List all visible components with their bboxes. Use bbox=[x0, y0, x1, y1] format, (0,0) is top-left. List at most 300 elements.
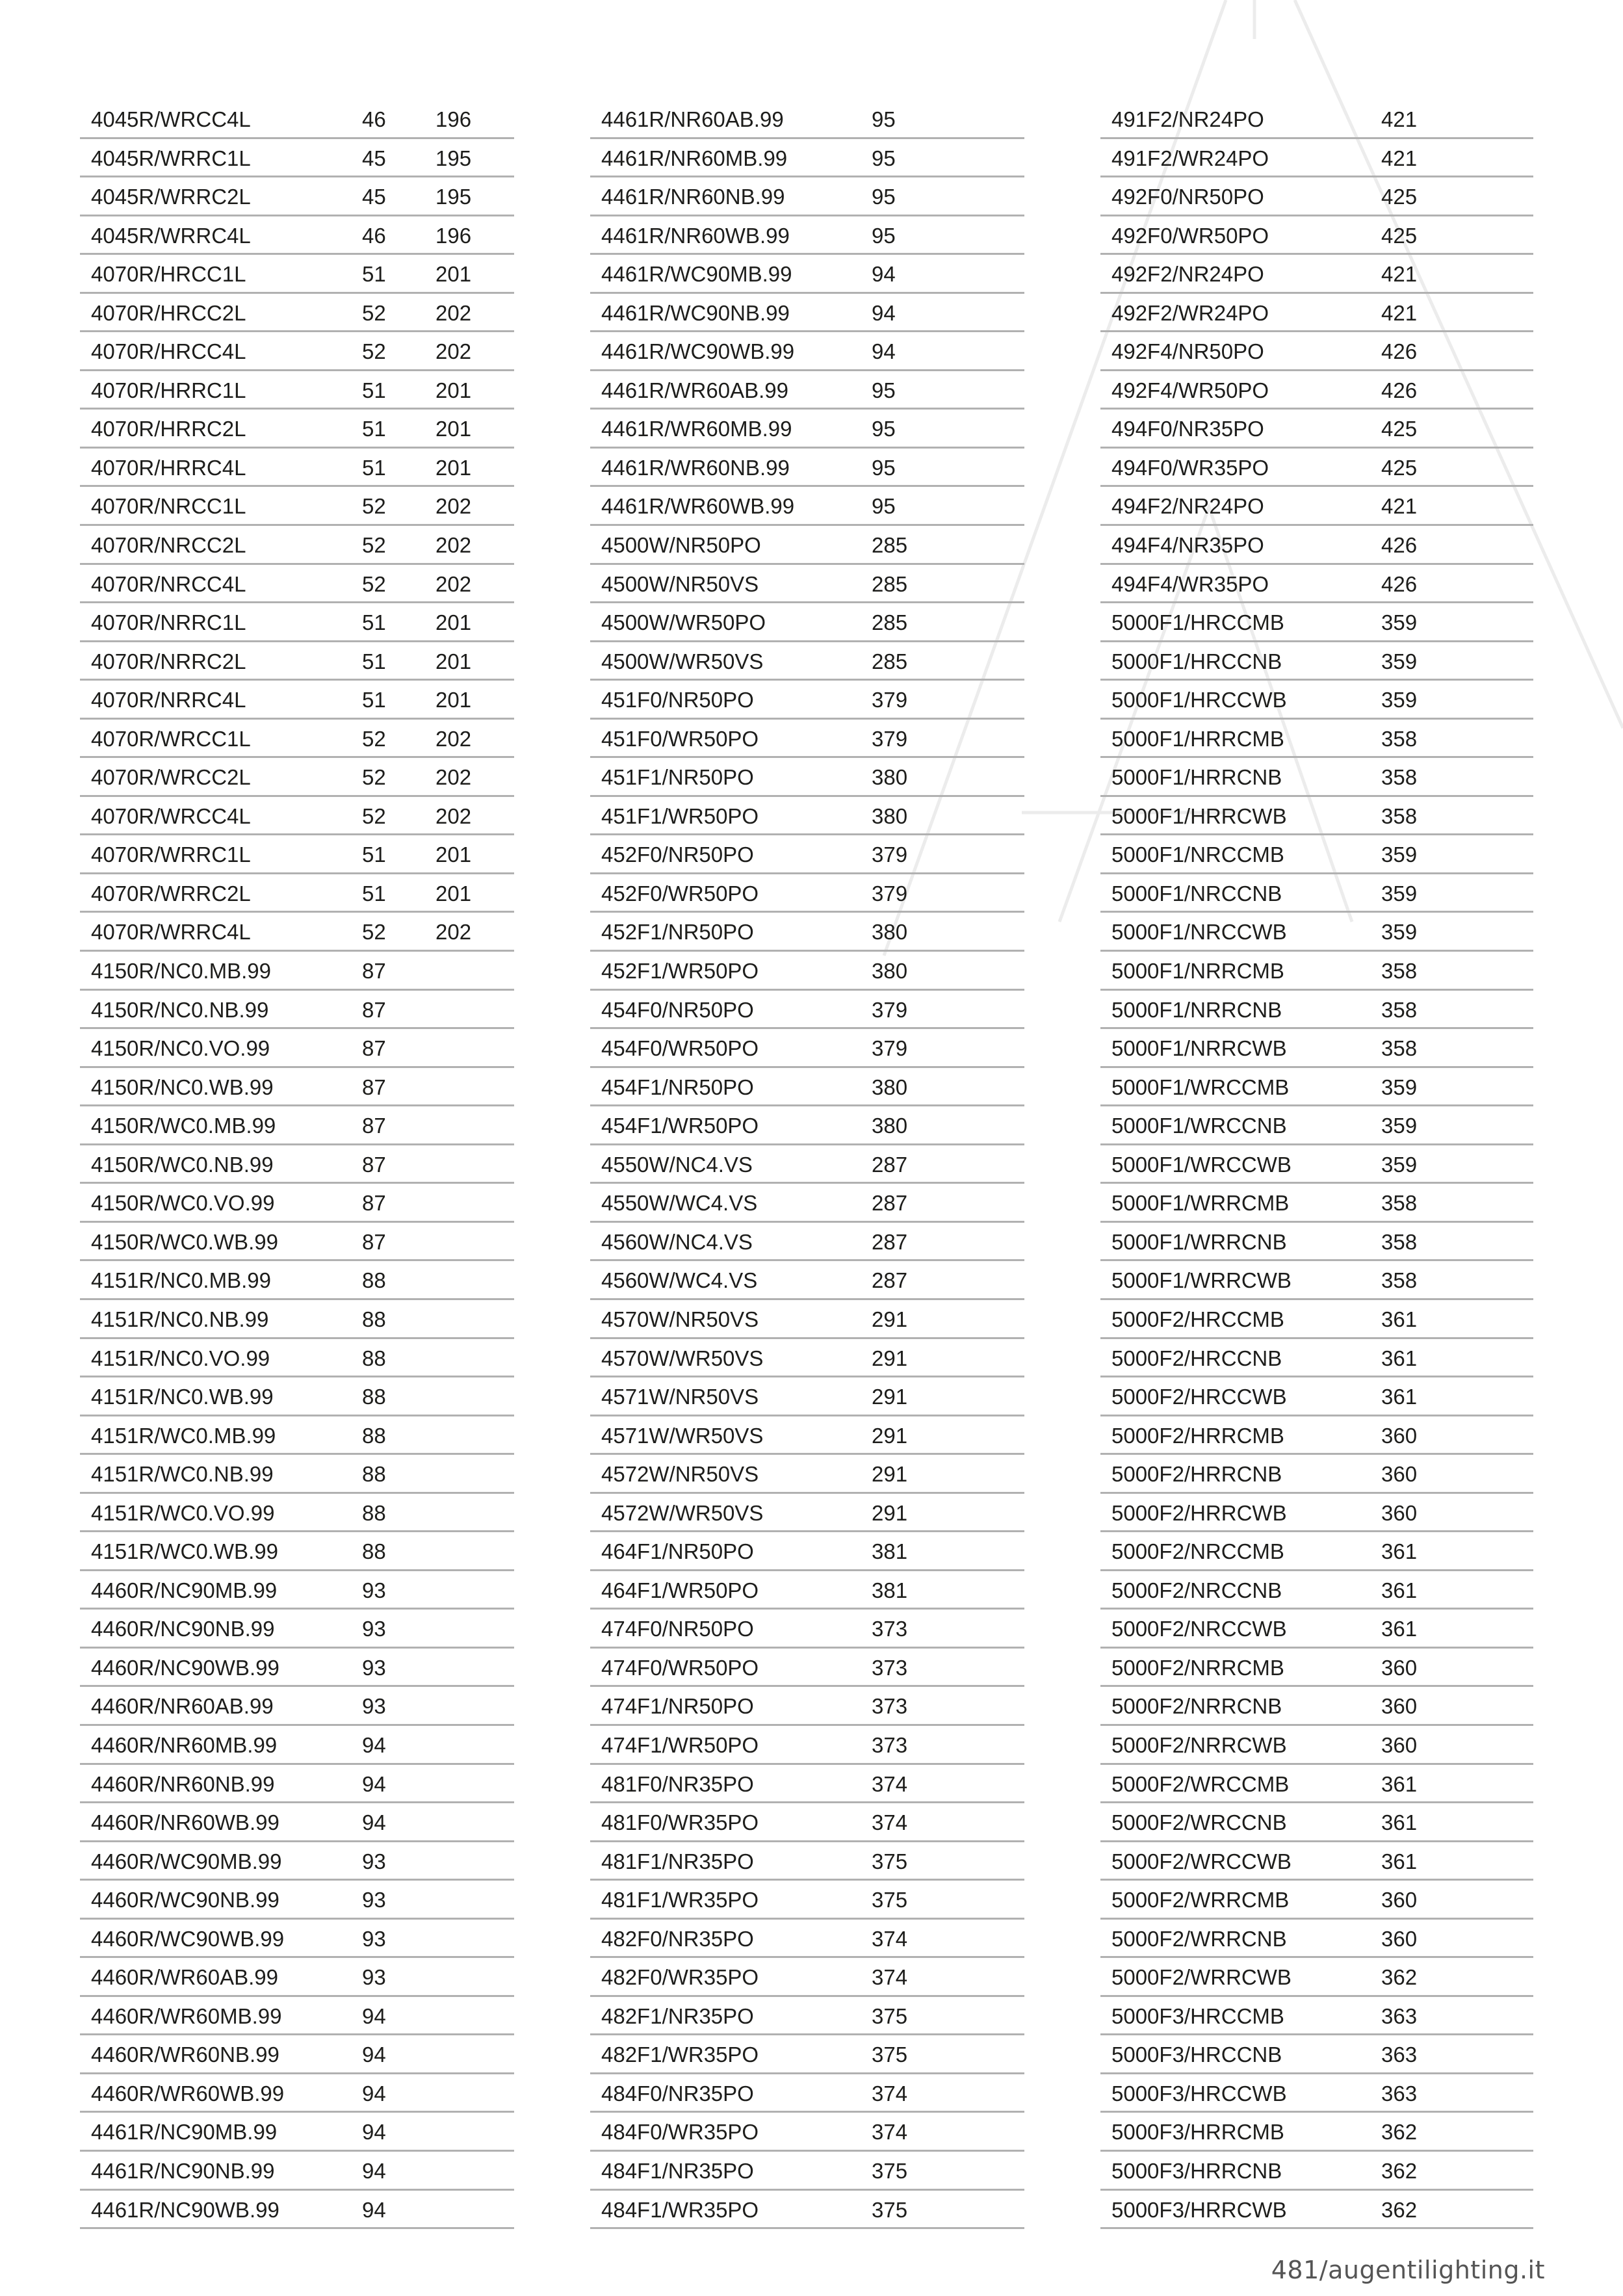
product-code: 451F0/WR50PO bbox=[601, 726, 759, 751]
product-code: 5000F1/NRRCMB bbox=[1111, 959, 1284, 984]
product-code: 4461R/WR60WB.99 bbox=[601, 494, 795, 519]
product-code: 5000F2/WRRCWB bbox=[1111, 1965, 1292, 1990]
product-code: 4045R/WRRC4L bbox=[91, 223, 251, 248]
product-code: 482F0/WR35PO bbox=[601, 1965, 759, 1990]
index-row bbox=[590, 1300, 1024, 1339]
product-code: 4070R/NRCC2L bbox=[91, 533, 246, 558]
index-row bbox=[590, 2035, 1024, 2074]
index-row bbox=[80, 139, 514, 178]
product-code: 4460R/WR60MB.99 bbox=[91, 2003, 282, 2028]
index-row bbox=[1100, 1300, 1533, 1339]
index-column-2 bbox=[590, 100, 1024, 2229]
page-ref-2: 195 bbox=[435, 185, 472, 209]
index-row bbox=[1100, 1649, 1533, 1688]
page-ref: 93 bbox=[362, 1617, 386, 1641]
index-row bbox=[590, 2113, 1024, 2152]
page-ref: 291 bbox=[872, 1346, 908, 1370]
page-ref-2: 202 bbox=[435, 920, 472, 945]
index-row bbox=[1100, 913, 1533, 952]
product-code: 491F2/WR24PO bbox=[1111, 146, 1269, 170]
page-ref: 95 bbox=[872, 107, 896, 131]
product-code: 4151R/WC0.VO.99 bbox=[91, 1500, 275, 1525]
product-code: 4550W/WC4.VS bbox=[601, 1191, 758, 1216]
product-code: 4070R/HRRC1L bbox=[91, 378, 246, 402]
product-code: 4070R/NRCC4L bbox=[91, 571, 246, 596]
product-code: 4571W/NR50VS bbox=[601, 1385, 759, 1409]
index-row bbox=[80, 835, 514, 874]
page-ref: 361 bbox=[1381, 1385, 1418, 1409]
product-code: 4461R/WR60MB.99 bbox=[601, 417, 792, 441]
index-row bbox=[1100, 758, 1533, 797]
index-row bbox=[590, 449, 1024, 488]
page-ref: 88 bbox=[362, 1268, 386, 1293]
page-ref-2: 201 bbox=[435, 842, 472, 867]
page-ref: 379 bbox=[872, 688, 908, 712]
page-ref: 46 bbox=[362, 223, 386, 248]
page-ref: 360 bbox=[1381, 1888, 1418, 1912]
page-ref: 421 bbox=[1381, 262, 1418, 287]
page-ref: 52 bbox=[362, 726, 386, 751]
product-code: 451F1/NR50PO bbox=[601, 765, 754, 790]
product-code: 4045R/WRRC1L bbox=[91, 146, 251, 170]
page-ref: 363 bbox=[1381, 2042, 1418, 2067]
index-row bbox=[80, 487, 514, 526]
page-ref-2: 201 bbox=[435, 881, 472, 906]
page-ref: 52 bbox=[362, 571, 386, 596]
index-row bbox=[590, 913, 1024, 952]
index-row bbox=[1100, 681, 1533, 720]
index-row bbox=[1100, 255, 1533, 294]
page-ref-2: 202 bbox=[435, 339, 472, 364]
page-ref: 87 bbox=[362, 1036, 386, 1061]
product-code: 481F0/WR35PO bbox=[601, 1810, 759, 1835]
page-ref: 358 bbox=[1381, 1229, 1418, 1254]
index-row bbox=[80, 177, 514, 216]
page-ref: 380 bbox=[872, 1075, 908, 1099]
page-ref: 94 bbox=[872, 339, 896, 364]
product-code: 494F2/NR24PO bbox=[1111, 494, 1264, 519]
product-code: 454F0/WR50PO bbox=[601, 1036, 759, 1061]
product-code: 5000F1/NRCCNB bbox=[1111, 881, 1282, 906]
page-ref: 88 bbox=[362, 1385, 386, 1409]
product-code: 5000F2/WRRCNB bbox=[1111, 1926, 1287, 1951]
index-row bbox=[590, 681, 1024, 720]
product-code: 454F0/NR50PO bbox=[601, 997, 754, 1022]
index-row bbox=[1100, 1687, 1533, 1726]
index-row bbox=[1100, 720, 1533, 759]
index-row bbox=[1100, 177, 1533, 216]
index-row bbox=[1100, 1223, 1533, 1262]
index-row bbox=[1100, 332, 1533, 371]
page-ref: 51 bbox=[362, 842, 386, 867]
page-ref-2: 202 bbox=[435, 533, 472, 558]
index-row bbox=[80, 1726, 514, 1765]
product-code: 5000F3/HRCCMB bbox=[1111, 2003, 1284, 2028]
product-code: 494F0/WR35PO bbox=[1111, 455, 1269, 480]
product-code: 4571W/WR50VS bbox=[601, 1423, 764, 1448]
page-ref: 362 bbox=[1381, 2197, 1418, 2222]
index-row bbox=[80, 1881, 514, 1920]
page-ref: 95 bbox=[872, 378, 896, 402]
product-code: 474F1/WR50PO bbox=[601, 1732, 759, 1757]
product-code: 4461R/WC90WB.99 bbox=[601, 339, 795, 364]
page-ref: 360 bbox=[1381, 1655, 1418, 1680]
page-ref: 375 bbox=[872, 2042, 908, 2067]
page-ref: 380 bbox=[872, 920, 908, 945]
page-ref: 51 bbox=[362, 881, 386, 906]
page-ref: 425 bbox=[1381, 417, 1418, 441]
index-row bbox=[1100, 100, 1533, 139]
product-code: 474F1/NR50PO bbox=[601, 1694, 754, 1719]
product-code: 4070R/HRCC2L bbox=[91, 300, 246, 325]
page-ref: 291 bbox=[872, 1385, 908, 1409]
product-code: 5000F3/HRRCNB bbox=[1111, 2158, 1282, 2183]
index-row bbox=[1100, 1029, 1533, 1068]
product-code: 481F1/NR35PO bbox=[601, 1849, 754, 1873]
product-code: 4461R/WR60AB.99 bbox=[601, 378, 788, 402]
page-ref: 95 bbox=[872, 223, 896, 248]
page-ref: 87 bbox=[362, 1114, 386, 1138]
index-row bbox=[80, 758, 514, 797]
index-row bbox=[80, 2152, 514, 2191]
index-row bbox=[80, 294, 514, 333]
page-footer: 481/augentilighting.it bbox=[1271, 2256, 1545, 2284]
page-ref-2: 202 bbox=[435, 726, 472, 751]
index-row bbox=[590, 1068, 1024, 1107]
page-ref: 363 bbox=[1381, 2081, 1418, 2106]
index-row bbox=[80, 874, 514, 913]
product-code: 5000F2/WRCCNB bbox=[1111, 1810, 1287, 1835]
index-row bbox=[1100, 1610, 1533, 1649]
page-ref: 94 bbox=[362, 2120, 386, 2145]
page-ref: 52 bbox=[362, 920, 386, 945]
index-row bbox=[80, 952, 514, 991]
page-ref: 287 bbox=[872, 1229, 908, 1254]
index-row bbox=[590, 603, 1024, 642]
index-row bbox=[1100, 2074, 1533, 2113]
product-code: 5000F2/HRRCMB bbox=[1111, 1423, 1284, 1448]
page-ref: 46 bbox=[362, 107, 386, 131]
page-ref: 359 bbox=[1381, 1075, 1418, 1099]
product-code: 5000F1/WRCCMB bbox=[1111, 1075, 1290, 1099]
product-code: 5000F2/NRRCWB bbox=[1111, 1732, 1287, 1757]
index-row bbox=[80, 1068, 514, 1107]
page-ref-2: 201 bbox=[435, 378, 472, 402]
page-ref: 361 bbox=[1381, 1810, 1418, 1835]
page-ref: 421 bbox=[1381, 107, 1418, 131]
page-ref: 87 bbox=[362, 1075, 386, 1099]
page-ref: 87 bbox=[362, 1191, 386, 1216]
index-row bbox=[590, 2152, 1024, 2191]
index-row bbox=[80, 1106, 514, 1145]
page-ref: 52 bbox=[362, 300, 386, 325]
product-code: 452F1/NR50PO bbox=[601, 920, 754, 945]
page-ref: 374 bbox=[872, 1926, 908, 1951]
product-code: 4070R/WRCC2L bbox=[91, 765, 251, 790]
index-column-1 bbox=[80, 100, 514, 2229]
page-ref: 361 bbox=[1381, 1346, 1418, 1370]
index-row bbox=[1100, 526, 1533, 565]
product-code: 5000F1/WRRCNB bbox=[1111, 1229, 1287, 1254]
product-code: 4572W/WR50VS bbox=[601, 1500, 764, 1525]
product-code: 4550W/NC4.VS bbox=[601, 1152, 753, 1177]
page-ref-2: 195 bbox=[435, 146, 472, 170]
index-row bbox=[1100, 294, 1533, 333]
product-code: 4070R/WRRC2L bbox=[91, 881, 251, 906]
index-row bbox=[1100, 603, 1533, 642]
page-ref: 363 bbox=[1381, 2003, 1418, 2028]
index-row bbox=[590, 1881, 1024, 1920]
product-code: 5000F1/NRRCWB bbox=[1111, 1036, 1287, 1061]
page-ref: 291 bbox=[872, 1423, 908, 1448]
page-ref: 358 bbox=[1381, 726, 1418, 751]
page-ref: 374 bbox=[872, 1771, 908, 1796]
index-row bbox=[590, 874, 1024, 913]
index-row bbox=[80, 1184, 514, 1223]
product-code: 4150R/NC0.VO.99 bbox=[91, 1036, 270, 1061]
product-code: 4461R/NR60AB.99 bbox=[601, 107, 784, 131]
page-ref-2: 202 bbox=[435, 571, 472, 596]
index-row bbox=[1100, 1377, 1533, 1416]
index-row bbox=[1100, 1416, 1533, 1455]
index-row bbox=[1100, 1726, 1533, 1765]
index-row bbox=[80, 1610, 514, 1649]
page-ref: 362 bbox=[1381, 1965, 1418, 1990]
product-code: 4151R/NC0.VO.99 bbox=[91, 1346, 270, 1370]
product-code: 4460R/NR60AB.99 bbox=[91, 1694, 274, 1719]
product-code: 5000F1/HRCCWB bbox=[1111, 688, 1287, 712]
page-ref: 358 bbox=[1381, 765, 1418, 790]
product-code: 451F0/NR50PO bbox=[601, 688, 754, 712]
product-code: 474F0/NR50PO bbox=[601, 1617, 754, 1641]
product-code: 5000F1/HRCCMB bbox=[1111, 610, 1284, 635]
index-row bbox=[80, 913, 514, 952]
product-code: 4460R/WC90NB.99 bbox=[91, 1888, 279, 1912]
index-row bbox=[80, 1571, 514, 1610]
product-code: 4070R/HRRC2L bbox=[91, 417, 246, 441]
page-ref: 94 bbox=[362, 2081, 386, 2106]
page-ref: 287 bbox=[872, 1152, 908, 1177]
product-code: 481F0/NR35PO bbox=[601, 1771, 754, 1796]
index-row bbox=[590, 1610, 1024, 1649]
index-row bbox=[590, 1997, 1024, 2036]
index-row bbox=[1100, 410, 1533, 449]
page-ref: 93 bbox=[362, 1965, 386, 1990]
index-row bbox=[590, 332, 1024, 371]
page-ref: 373 bbox=[872, 1617, 908, 1641]
product-code: 4460R/NR60NB.99 bbox=[91, 1771, 275, 1796]
page-ref: 359 bbox=[1381, 842, 1418, 867]
index-row bbox=[590, 1726, 1024, 1765]
product-code: 482F0/NR35PO bbox=[601, 1926, 754, 1951]
index-row bbox=[590, 1455, 1024, 1494]
index-row bbox=[590, 1958, 1024, 1997]
page-ref: 95 bbox=[872, 185, 896, 209]
index-row bbox=[1100, 487, 1533, 526]
page-ref: 87 bbox=[362, 1229, 386, 1254]
index-row bbox=[80, 1029, 514, 1068]
product-code: 4070R/NRRC2L bbox=[91, 649, 246, 673]
product-code: 481F1/WR35PO bbox=[601, 1888, 759, 1912]
index-row bbox=[590, 2191, 1024, 2230]
index-row bbox=[1100, 1881, 1533, 1920]
product-code: 5000F1/HRRCNB bbox=[1111, 765, 1282, 790]
index-row bbox=[590, 991, 1024, 1030]
page-ref: 94 bbox=[362, 1732, 386, 1757]
product-code: 4070R/NRRC4L bbox=[91, 688, 246, 712]
product-code: 5000F2/NRCCWB bbox=[1111, 1617, 1287, 1641]
page-ref: 426 bbox=[1381, 378, 1418, 402]
product-code: 4151R/NC0.MB.99 bbox=[91, 1268, 271, 1293]
product-code: 464F1/NR50PO bbox=[601, 1539, 754, 1564]
product-code: 4151R/NC0.WB.99 bbox=[91, 1385, 274, 1409]
index-row bbox=[590, 565, 1024, 604]
page-ref: 358 bbox=[1381, 1036, 1418, 1061]
product-code: 484F0/WR35PO bbox=[601, 2120, 759, 2145]
page-ref: 51 bbox=[362, 688, 386, 712]
product-code: 4150R/NC0.WB.99 bbox=[91, 1075, 274, 1099]
product-code: 4460R/NC90MB.99 bbox=[91, 1578, 278, 1602]
page-ref: 361 bbox=[1381, 1617, 1418, 1641]
index-row bbox=[590, 1145, 1024, 1184]
product-code: 5000F2/NRCCMB bbox=[1111, 1539, 1284, 1564]
index-row bbox=[80, 410, 514, 449]
page-ref: 359 bbox=[1381, 1152, 1418, 1177]
product-code: 5000F2/WRRCMB bbox=[1111, 1888, 1290, 1912]
product-code: 494F4/WR35PO bbox=[1111, 571, 1269, 596]
page-ref: 88 bbox=[362, 1346, 386, 1370]
index-row bbox=[80, 1339, 514, 1378]
page-ref: 93 bbox=[362, 1849, 386, 1873]
product-code: 4461R/NR60NB.99 bbox=[601, 185, 785, 209]
page-ref: 45 bbox=[362, 185, 386, 209]
index-row bbox=[1100, 1455, 1533, 1494]
page-ref: 94 bbox=[362, 2197, 386, 2222]
index-row bbox=[80, 603, 514, 642]
index-row bbox=[80, 1765, 514, 1804]
product-code: 4150R/NC0.NB.99 bbox=[91, 997, 269, 1022]
page-ref: 94 bbox=[362, 1771, 386, 1796]
product-code: 452F0/NR50PO bbox=[601, 842, 754, 867]
product-code: 4070R/WRCC1L bbox=[91, 726, 251, 751]
page-ref: 359 bbox=[1381, 920, 1418, 945]
product-code: 4461R/NC90WB.99 bbox=[91, 2197, 279, 2222]
page-ref: 94 bbox=[362, 1810, 386, 1835]
page-ref: 359 bbox=[1381, 649, 1418, 673]
product-code: 4070R/NRRC1L bbox=[91, 610, 246, 635]
product-code: 452F0/WR50PO bbox=[601, 881, 759, 906]
index-row bbox=[80, 1532, 514, 1571]
index-row bbox=[80, 1416, 514, 1455]
product-code: 482F1/WR35PO bbox=[601, 2042, 759, 2067]
product-code: 4070R/HRRC4L bbox=[91, 455, 246, 480]
page-ref: 361 bbox=[1381, 1771, 1418, 1796]
product-code: 4461R/NR60MB.99 bbox=[601, 146, 788, 170]
page-ref: 52 bbox=[362, 765, 386, 790]
page-ref: 379 bbox=[872, 1036, 908, 1061]
page-ref: 360 bbox=[1381, 1926, 1418, 1951]
index-row bbox=[1100, 1106, 1533, 1145]
page-ref: 380 bbox=[872, 959, 908, 984]
index-row bbox=[80, 991, 514, 1030]
product-code: 454F1/WR50PO bbox=[601, 1114, 759, 1138]
page-ref: 421 bbox=[1381, 146, 1418, 170]
page-ref: 426 bbox=[1381, 533, 1418, 558]
index-row bbox=[590, 758, 1024, 797]
index-row bbox=[80, 797, 514, 836]
page-ref: 93 bbox=[362, 1888, 386, 1912]
index-row bbox=[590, 720, 1024, 759]
product-code: 4461R/WR60NB.99 bbox=[601, 455, 790, 480]
page-ref: 51 bbox=[362, 417, 386, 441]
page-ref: 358 bbox=[1381, 803, 1418, 828]
product-code: 5000F2/HRRCNB bbox=[1111, 1462, 1282, 1487]
page-ref: 360 bbox=[1381, 1500, 1418, 1525]
product-code: 492F4/WR50PO bbox=[1111, 378, 1269, 402]
page-ref: 381 bbox=[872, 1539, 908, 1564]
index-row bbox=[590, 177, 1024, 216]
product-code: 451F1/WR50PO bbox=[601, 803, 759, 828]
product-code: 5000F3/HRCCWB bbox=[1111, 2081, 1287, 2106]
product-code: 4461R/NC90MB.99 bbox=[91, 2120, 278, 2145]
product-code: 4045R/WRRC2L bbox=[91, 185, 251, 209]
product-code: 4572W/NR50VS bbox=[601, 1462, 759, 1487]
product-code: 4070R/HRCC4L bbox=[91, 339, 246, 364]
product-code: 5000F1/HRCCNB bbox=[1111, 649, 1282, 673]
page-ref: 94 bbox=[872, 300, 896, 325]
index-row bbox=[1100, 565, 1533, 604]
product-code: 4460R/NR60WB.99 bbox=[91, 1810, 279, 1835]
index-row bbox=[80, 1377, 514, 1416]
index-row bbox=[80, 1300, 514, 1339]
product-code: 482F1/NR35PO bbox=[601, 2003, 754, 2028]
index-row bbox=[80, 2113, 514, 2152]
page-ref: 381 bbox=[872, 1578, 908, 1602]
index-row bbox=[590, 1765, 1024, 1804]
page-ref: 375 bbox=[872, 2158, 908, 2183]
index-row bbox=[1100, 1765, 1533, 1804]
page-ref: 425 bbox=[1381, 455, 1418, 480]
page-ref: 93 bbox=[362, 1655, 386, 1680]
index-row bbox=[1100, 1803, 1533, 1842]
index-row bbox=[590, 1261, 1024, 1300]
product-code: 4150R/WC0.VO.99 bbox=[91, 1191, 275, 1216]
index-row bbox=[590, 1339, 1024, 1378]
index-row bbox=[590, 1803, 1024, 1842]
page-ref: 88 bbox=[362, 1462, 386, 1487]
index-row bbox=[590, 1494, 1024, 1533]
product-code: 5000F2/NRCCNB bbox=[1111, 1578, 1282, 1602]
index-row bbox=[1100, 1997, 1533, 2036]
page-ref-2: 201 bbox=[435, 688, 472, 712]
page-ref: 361 bbox=[1381, 1578, 1418, 1602]
index-row bbox=[590, 1106, 1024, 1145]
page-ref-2: 201 bbox=[435, 417, 472, 441]
page-ref: 358 bbox=[1381, 1268, 1418, 1293]
product-code: 484F0/NR35PO bbox=[601, 2081, 754, 2106]
product-code: 5000F3/HRRCWB bbox=[1111, 2197, 1287, 2222]
index-row bbox=[80, 1842, 514, 1881]
product-code: 4560W/WC4.VS bbox=[601, 1268, 758, 1293]
page-ref-2: 202 bbox=[435, 765, 472, 790]
page-ref: 379 bbox=[872, 881, 908, 906]
product-code: 5000F1/HRRCWB bbox=[1111, 803, 1287, 828]
product-code: 4070R/WRRC1L bbox=[91, 842, 251, 867]
page-ref: 291 bbox=[872, 1462, 908, 1487]
product-code: 4460R/NR60MB.99 bbox=[91, 1732, 278, 1757]
page-ref: 285 bbox=[872, 610, 908, 635]
page-ref: 45 bbox=[362, 146, 386, 170]
